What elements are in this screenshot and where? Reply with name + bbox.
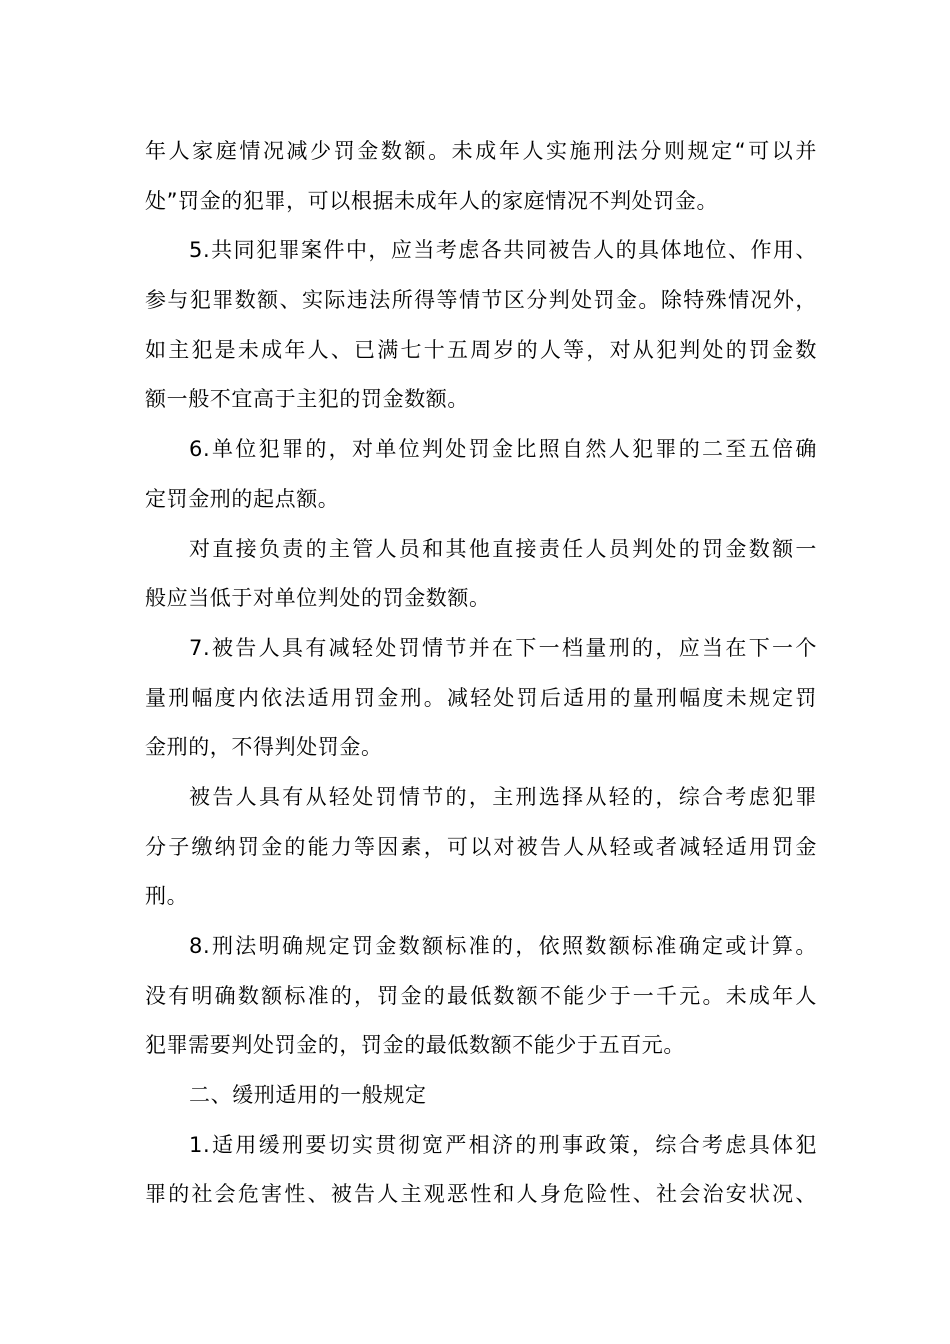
- text-line: 罪的社会危害性、被告人主观恶性和人身危险性、社会治安状况、: [145, 1182, 817, 1207]
- text-line: 分子缴纳罚金的能力等因素，可以对被告人从轻或者减轻适用罚金: [145, 834, 817, 859]
- text-line: 般应当低于对单位判处的罚金数额。: [145, 586, 491, 611]
- text-line: 量刑幅度内依法适用罚金刑。减轻处罚后适用的量刑幅度未规定罚: [145, 685, 817, 710]
- text-line: 刑。: [145, 884, 189, 909]
- text-line: 5.共同犯罪案件中，应当考虑各共同被告人的具体地位、作用、: [189, 238, 817, 263]
- text-line: 犯罪需要判处罚金的，罚金的最低数额不能少于五百元。: [145, 1033, 685, 1058]
- text-line: 处”罚金的犯罪，可以根据未成年人的家庭情况不判处罚金。: [145, 188, 719, 213]
- text-line: 1.适用缓刑要切实贯彻宽严相济的刑事政策，综合考虑具体犯: [189, 1132, 817, 1157]
- document-body: [145, 127, 817, 1220]
- text-line: 没有明确数额标准的，罚金的最低数额不能少于一千元。未成年人: [145, 983, 817, 1008]
- text-line: 6.单位犯罪的，对单位判处罚金比照自然人犯罪的二至五倍确: [189, 437, 817, 462]
- text-line: 金刑的，不得判处罚金。: [145, 735, 383, 760]
- text-line: 如主犯是未成年人、已满七十五周岁的人等，对从犯判处的罚金数: [145, 337, 817, 362]
- text-line: 年人家庭情况减少罚金数额。未成年人实施刑法分则规定“可以并: [145, 139, 817, 163]
- text-line: 对直接负责的主管人员和其他直接责任人员判处的罚金数额一: [189, 536, 817, 561]
- text-line: 被告人具有从轻处罚情节的，主刑选择从轻的，综合考虑犯罪: [189, 784, 817, 809]
- text-line: 定罚金刑的起点额。: [145, 486, 340, 511]
- text-line: 8.刑法明确规定罚金数额标准的，依照数额标准确定或计算。: [189, 934, 817, 958]
- text-line: 二、缓刑适用的一般规定: [189, 1083, 427, 1108]
- text-line: 额一般不宜高于主犯的罚金数额。: [145, 387, 469, 412]
- text-line: 参与犯罪数额、实际违法所得等情节区分判处罚金。除特殊情况外，: [145, 288, 817, 313]
- text-line: 7.被告人具有减轻处罚情节并在下一档量刑的，应当在下一个: [189, 635, 817, 660]
